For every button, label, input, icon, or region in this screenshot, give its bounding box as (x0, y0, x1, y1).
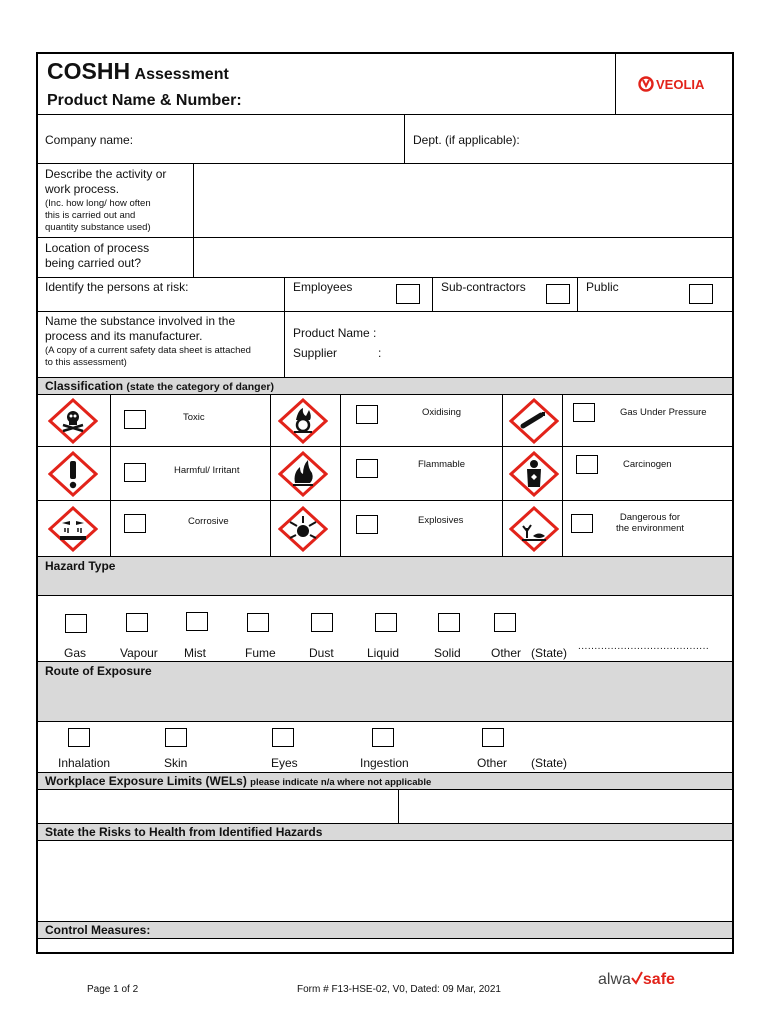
company-row (38, 115, 732, 164)
activity-note-1: (Inc. how long/ how often (45, 198, 151, 209)
substance-label-2: process and its manufacturer. (45, 329, 203, 343)
skin-checkbox[interactable] (165, 728, 187, 747)
exclamation-icon (48, 451, 98, 497)
veolia-logo-icon (638, 75, 654, 93)
substance-label-block (45, 314, 251, 369)
environment-hazard-icon (509, 506, 559, 552)
corrosive-checkbox[interactable] (124, 514, 146, 533)
vapour-label: Vapour (120, 646, 158, 660)
harmful-irritant-checkbox[interactable] (124, 463, 146, 482)
activity-note-2: this is carried out and (45, 210, 136, 221)
substance-row (38, 312, 732, 378)
public-checkbox[interactable] (689, 284, 713, 304)
oxidising-label: Oxidising (422, 407, 462, 418)
risks-input[interactable] (38, 841, 732, 922)
location-label-1: Location of process (45, 241, 150, 255)
hazard-type-options (38, 596, 732, 662)
control-header (38, 922, 732, 939)
persons-row (38, 278, 732, 312)
solid-label: Solid (434, 646, 461, 660)
activity-note-3: quantity substance used) (45, 222, 151, 233)
eyes-checkbox[interactable] (272, 728, 294, 747)
veolia-logo-text: VEOLIA (656, 76, 705, 92)
flammable-icon (278, 451, 328, 497)
risks-header (38, 824, 732, 841)
employees-checkbox[interactable] (396, 284, 420, 304)
classification-header (38, 378, 732, 395)
wel-note: please indicate n/a where not applicable (250, 777, 432, 788)
dust-checkbox[interactable] (311, 613, 333, 632)
risks-title: State the Risks to Health from Identified Hazards (45, 825, 323, 839)
toxic-label: Toxic (183, 412, 205, 423)
page-title (47, 58, 229, 85)
gas-checkbox[interactable] (65, 614, 87, 633)
inhalation-checkbox[interactable] (68, 728, 90, 747)
brand-part-a: alwa (598, 971, 631, 988)
inhalation-label: Inhalation (58, 756, 111, 770)
vapour-checkbox[interactable] (126, 613, 148, 632)
header-row (38, 54, 732, 115)
gas-label: Gas (64, 646, 87, 660)
ingestion-checkbox[interactable] (372, 728, 394, 747)
skin-label: Skin (164, 756, 188, 770)
dangerous-environment-label-1: Dangerous for (619, 512, 681, 523)
corrosive-icon (48, 506, 98, 552)
liquid-checkbox[interactable] (375, 613, 397, 632)
substance-note-2: to this assessment) (45, 357, 127, 368)
classification-title-block (45, 379, 274, 393)
location-label-block (45, 241, 149, 271)
employees-label: Employees (293, 280, 353, 294)
form-reference: Form # F13-HSE-02, V0, Dated: 09 Mar, 2021 (297, 984, 501, 995)
dangerous-environment-checkbox[interactable] (571, 514, 593, 533)
veolia-logo (638, 75, 704, 93)
dangerous-environment-label-2: the environment (615, 523, 685, 534)
eyes-label: Eyes (271, 756, 298, 770)
location-row (38, 238, 732, 278)
control-title: Control Measures: (45, 923, 151, 937)
activity-label-block (45, 167, 166, 234)
page-number: Page 1 of 2 (87, 984, 139, 995)
coshh-form (36, 52, 734, 954)
mist-label: Mist (184, 646, 206, 660)
fume-checkbox[interactable] (247, 613, 269, 632)
subcontractors-cell (432, 278, 577, 311)
subcontractors-label: Sub-contractors (441, 280, 526, 294)
corrosive-label: Corrosive (188, 516, 229, 527)
health-hazard-icon (509, 451, 559, 497)
title-sub: Assessment (134, 66, 229, 83)
persons-label: Identify the persons at risk: (45, 280, 189, 294)
flammable-checkbox[interactable] (356, 459, 378, 478)
substance-label-1: Name the substance involved in the (45, 314, 236, 328)
product-name-title: Product Name & Number: (47, 92, 242, 109)
toxic-checkbox[interactable] (124, 410, 146, 429)
fume-label: Fume (245, 646, 276, 660)
dept-cell[interactable] (404, 115, 732, 163)
wel-header (38, 773, 732, 790)
other-route-label: Other (477, 756, 508, 770)
subcontractors-checkbox[interactable] (546, 284, 570, 304)
activity-row (38, 164, 732, 238)
oxidising-icon (278, 398, 328, 444)
route-header (38, 662, 732, 722)
alwayssafe-logo (598, 971, 675, 989)
other-hazard-label: Other (491, 646, 522, 660)
logo-cell (615, 54, 732, 114)
dangerous-environment-label (610, 512, 690, 534)
location-label-2: being carried out? (45, 256, 142, 270)
other-route-checkbox[interactable] (482, 728, 504, 747)
route-title: Route of Exposure (45, 664, 152, 678)
liquid-label: Liquid (367, 646, 400, 660)
hazard-type-header (38, 557, 732, 596)
gas-under-pressure-label: Gas Under Pressure (620, 407, 707, 418)
gas-cylinder-icon (509, 398, 559, 444)
flammable-label: Flammable (418, 459, 465, 470)
oxidising-checkbox[interactable] (356, 405, 378, 424)
product-name-label: Product Name : (293, 326, 377, 340)
supplier-label: Supplier (293, 346, 338, 360)
location-input[interactable] (193, 238, 732, 277)
employees-cell (284, 278, 432, 311)
mist-checkbox[interactable] (186, 612, 208, 631)
activity-label-1: Describe the activity or (45, 167, 167, 181)
route-options (38, 722, 732, 773)
hazard-row-1 (38, 395, 732, 447)
explosives-label: Explosives (418, 515, 464, 526)
check-icon (631, 971, 643, 985)
other-hazard-checkbox[interactable] (494, 613, 516, 632)
hazard-row-2 (38, 447, 732, 501)
public-cell (577, 278, 732, 311)
activity-label-2: work process. (45, 182, 120, 196)
classification-title: Classification (45, 379, 124, 393)
title-main: COSHH (47, 58, 131, 84)
carcinogen-label: Carcinogen (623, 459, 672, 470)
explosive-icon (278, 506, 328, 552)
hazard-row-3 (38, 501, 732, 557)
harmful-irritant-label: Harmful/ Irritant (174, 465, 240, 476)
classification-note: (state the category of danger) (126, 381, 274, 393)
route-state-label: (State) (531, 756, 568, 770)
toxic-skull-icon (48, 398, 98, 444)
hazard-type-title: Hazard Type (45, 559, 116, 573)
wel-title: Workplace Exposure Limits (WELs) (45, 774, 247, 788)
substance-details-cell[interactable] (284, 312, 732, 377)
wel-title-block (45, 774, 431, 788)
supplier-colon: : (378, 346, 382, 360)
gas-under-pressure-checkbox[interactable] (573, 403, 595, 422)
brand-part-b: safe (642, 971, 675, 988)
ingestion-label: Ingestion (360, 756, 409, 770)
dept-label: Dept. (if applicable): (413, 133, 520, 147)
wel-input-2[interactable] (398, 790, 732, 823)
solid-checkbox[interactable] (438, 613, 460, 632)
carcinogen-checkbox[interactable] (576, 455, 598, 474)
wel-inputs (38, 790, 732, 824)
hazard-state-field[interactable]: ........................................ (578, 641, 710, 652)
dust-label: Dust (309, 646, 334, 660)
wel-input-1[interactable] (38, 790, 398, 823)
public-label: Public (586, 280, 619, 294)
explosives-checkbox[interactable] (356, 515, 378, 534)
activity-input[interactable] (193, 164, 732, 237)
control-input[interactable] (38, 939, 732, 954)
hazard-state-label: (State) (531, 646, 568, 660)
substance-note-1: (A copy of a current safety data sheet is attached (45, 345, 251, 356)
company-name-label: Company name: (45, 133, 134, 147)
